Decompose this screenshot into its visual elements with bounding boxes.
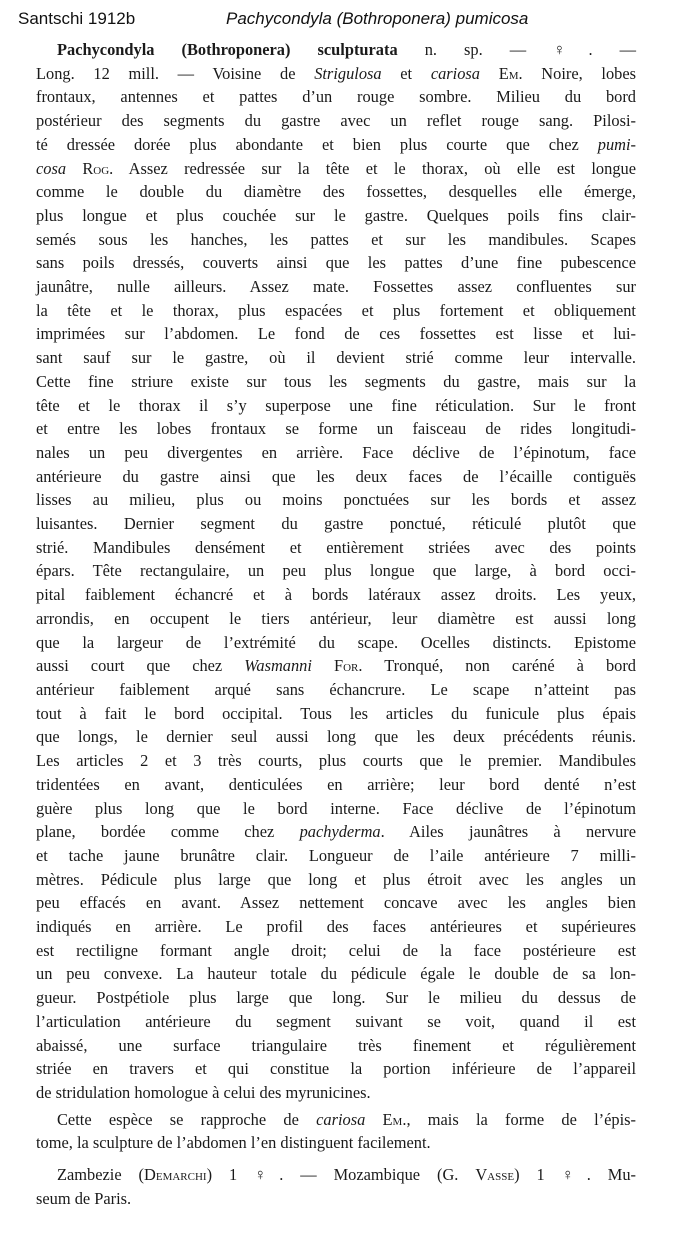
text-line: frontaux, antennes et pattes d’un rouge sombre. Milieu du bord xyxy=(36,87,636,107)
species-description-paragraph xyxy=(36,38,636,1105)
text-line: que la largeur de l’extrémité du scape. Ocelles distincts. Epistome xyxy=(36,632,636,652)
text-line: striée en travers et qui constitue la portion inférieure de l’appareil xyxy=(36,1059,636,1079)
header-citation: Santschi 1912b xyxy=(18,9,136,28)
text-line: arrondis, en occupent le tiers antérieur, leur diamètre est aussi long xyxy=(36,608,636,628)
text-line: Cette fine striure existe sur tous les segments du gastre, mais sur la xyxy=(36,371,636,391)
text-line: pital faiblement échancré et à bords latéraux assez droits. Les yeux, xyxy=(36,585,636,605)
text-line: peu effacés en avant. Assez nettement concave avec les angles bien xyxy=(36,893,636,913)
text-line: strié. Mandibules densément et entièrement striées avec des points xyxy=(36,537,636,557)
text-line: Cette espèce se rapproche de cariosa Em., mais la forme de l’épis- xyxy=(57,1109,636,1129)
text-line: nales un peu divergentes en arrière. Face déclive de l’épinotum, face xyxy=(36,442,636,462)
text-line: cosa Rog. Assez redressée sur la tête et le thorax, où elle est longue xyxy=(36,158,636,178)
text-line: sans poils dressés, couverts ainsi que les pattes d’une fine pubescence xyxy=(36,253,636,273)
text-line: gueur. Postpétiole plus large que long. Sur le milieu du dessus de xyxy=(36,988,636,1008)
text-line: Zambezie (Demarchi) 1 ♀. — Mozambique (G. Vasse) 1 ♀. Mu- xyxy=(57,1165,636,1185)
text-line: Pachycondyla (Bothroponera) sculpturata n. sp. — ♀. — xyxy=(57,40,636,59)
text-line: épars. Tête rectangulaire, un peu plus longue que large, à bord occi- xyxy=(36,561,636,581)
text-line: tridentées en avant, denticulées en arrière; leur bord denté n’est xyxy=(36,774,636,794)
text-line: luisantes. Dernier segment du gastre ponctué, réticulé plutôt que xyxy=(36,514,636,534)
text-line: que longs, le dernier seul aussi long que les deux précédents réunis. xyxy=(36,727,636,747)
text-line: et entre les lobes frontaux se forme un faisceau de rides longitudi- xyxy=(36,419,636,439)
text-line: tout à fait le bord occipital. Tous les articles du funicule plus épais xyxy=(36,703,636,723)
text-line: jaunâtre, nulle ailleurs. Assez mate. Fossettes assez confluentes sur xyxy=(36,277,636,297)
text-line: Les articles 2 et 3 très courts, plus courts que le premier. Mandibules xyxy=(36,751,636,771)
text-line: comme le double du diamètre des fossettes, desquelles elle émerge, xyxy=(36,182,636,202)
text-line: aussi court que chez Wasmanni For. Tronqué, non caréné à bord xyxy=(36,656,636,676)
text-line: abaissé, une surface triangulaire très finement et régulièrement xyxy=(36,1035,636,1055)
text-line: plus longue et plus couchée sur le gastre. Quelques poils fins clair- xyxy=(36,205,636,225)
text-line: de stridulation homologue à celui des myrunicines. xyxy=(36,1082,371,1102)
text-line: sant sauf sur le gastre, où il devient strié comme leur intervalle. xyxy=(36,348,636,368)
text-line: tête et le thorax il s’y superpose une fine réticulation. Sur le front xyxy=(36,395,636,415)
text-line: un peu convexe. La hauteur totale du pédicule égale le double de sa lon- xyxy=(36,964,636,984)
text-line: lisses au milieu, plus ou moins ponctuées sur les bords et assez xyxy=(36,490,636,510)
header-taxon: Pachycondyla (Bothroponera) pumicosa xyxy=(226,9,529,28)
text-line: tome, la sculpture de l’abdomen l’en distinguent facilement. xyxy=(36,1133,431,1153)
text-line: indiqués en arrière. Le profil des faces antérieures et supérieures xyxy=(36,917,636,937)
text-line: l’articulation antérieure du segment suivant se voit, quand il est xyxy=(36,1011,636,1031)
text-line: semés sous les hanches, les pattes et sur les mandibules. Scapes xyxy=(36,229,636,249)
text-line: antérieur faiblement arqué sans échancrure. Le scape n’atteint pas xyxy=(36,679,636,699)
article-body xyxy=(36,38,636,1210)
text-line: la tête et le thorax, plus espacées et plus fortement et obliquement xyxy=(36,300,636,320)
comparison-paragraph xyxy=(36,1108,636,1155)
text-line: plane, bordée comme chez pachyderma. Ailes jaunâtres à nervure xyxy=(36,822,637,842)
text-line: Long. 12 mill. — Voisine de Strigulosa et cariosa Em. Noire, lobes xyxy=(36,63,636,83)
page-header xyxy=(18,9,658,31)
text-line: est rectiligne formant angle droit; celui de la face postérieure est xyxy=(36,940,636,960)
text-line: guère plus long que le bord interne. Face déclive de l’épinotum xyxy=(36,798,636,818)
locality-paragraph xyxy=(36,1163,636,1210)
text-line: mètres. Pédicule plus large que long et plus étroit avec les angles un xyxy=(36,869,636,889)
text-line: seum de Paris. xyxy=(36,1188,132,1208)
text-line: antérieure du gastre ainsi que les deux faces de l’écaille contiguës xyxy=(36,466,636,486)
text-line: té dressée dorée plus abondante et bien plus courte que chez pumi- xyxy=(36,134,636,154)
text-line: et tache jaune brunâtre clair. Longueur de l’aile antérieure 7 milli- xyxy=(36,845,636,865)
text-line: postérieur des segments du gastre avec un reflet rouge sang. Pilosi- xyxy=(36,111,636,131)
text-line: imprimées sur l’abdomen. Le fond de ces fossettes est lisse et lui- xyxy=(36,324,636,344)
